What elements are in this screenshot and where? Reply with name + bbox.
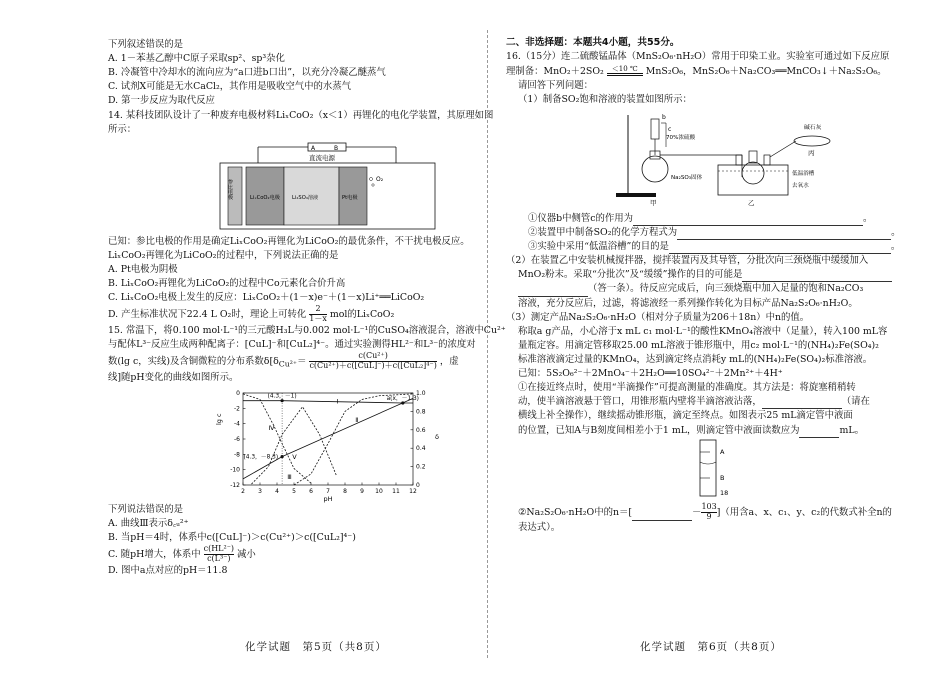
q15-option-d: D. 图中a点对应的pH＝11.8 xyxy=(108,564,228,576)
curve-label-1: Ⅰ xyxy=(336,397,339,406)
y-left-tick-label: -4 xyxy=(234,420,240,428)
reaction-arrow xyxy=(607,66,643,76)
x-tick-label: 7 xyxy=(326,487,330,495)
q16-3-10-pre: ②Na₂S₂O₆·nH₂O中的n＝[ xyxy=(518,506,633,518)
label-c: c xyxy=(668,125,672,133)
q14-option-c: C. LiₓCoO₂电极上发生的反应：LiₓCoO₂＋(1－x)e⁻＋(1－x)Li⁺══LiCoO₂ xyxy=(108,292,425,304)
q15-delta-den: c(Cu²⁺)＋c([CuL]⁻)＋c([CuL₂]⁴⁻) xyxy=(309,360,437,370)
q13-option-a: A. 1－苯基乙醇中C原子采取sp²、sp³杂化 xyxy=(108,53,285,65)
burette-18-label: 18 xyxy=(720,488,729,497)
q16-stem-2-post: MnS₂O₆，MnS₂O₆＋Na₂CO₃══MnCO₃↓＋Na₂S₂O₆。 xyxy=(645,65,887,77)
q14-d-fraction xyxy=(309,305,327,324)
y-left-tick-label: -12 xyxy=(230,481,240,489)
y-left-tick-label: -2 xyxy=(234,405,240,413)
annotation-label-1: (4.3，－1) xyxy=(267,393,297,400)
x-tick-label: 12 xyxy=(409,487,417,495)
curve-label-4: Ⅳ xyxy=(268,423,275,432)
y-left-axis-label: lg c xyxy=(215,413,223,425)
x-tick-label: 11 xyxy=(392,487,400,495)
y-left-tick-label: -10 xyxy=(230,466,240,474)
label-acid: 70%浓硫酸 xyxy=(666,134,696,141)
terminal-b-label: B xyxy=(334,144,339,152)
q14-option-b: B. LiₓCoO₂再锂化为LiCoO₂的过程中Co元素化合价升高 xyxy=(108,278,346,290)
q14-stem-2: 所示： xyxy=(108,123,137,135)
plot-frame xyxy=(243,393,413,485)
q14-known-1: 已知：参比电极的作用是确定LiₓCoO₂再锂化为LiCoO₂的最优条件，不干扰电极反应。 xyxy=(108,235,470,247)
q15-c-fraction xyxy=(204,545,234,564)
y-right-tick-label: 0.8 xyxy=(416,408,426,416)
q16-3-9-post: mL。 xyxy=(839,424,864,436)
series-5-line xyxy=(294,394,413,485)
label-jia: 甲 xyxy=(650,198,657,207)
q15-options-intro: 下列说法错误的是 xyxy=(108,503,184,515)
x-tick-label: 6 xyxy=(309,487,313,495)
label-water: 去氧水 xyxy=(792,182,809,189)
curve-label-3: Ⅲ xyxy=(287,472,292,481)
q16-3-1: （3）测定产品Na₂S₂O₆·nH₂O（相对分子质量为206＋18n）中n的值。 xyxy=(506,311,810,323)
series-3-line xyxy=(243,394,311,483)
label-lime: 碱石灰 xyxy=(804,124,822,131)
q16-1a: ①仪器b中侧管c的作用为 。 xyxy=(506,212,914,226)
y-right-tick-label: 0.6 xyxy=(416,426,426,434)
q15-c-post: 减小 xyxy=(237,548,256,560)
q15-stem-3 xyxy=(108,352,500,371)
reaction-condition: ＜10 ℃ xyxy=(611,65,638,73)
label-b: b xyxy=(662,113,666,121)
burette-a-label: A xyxy=(720,447,725,456)
y-right-tick-label: 0 xyxy=(416,481,420,489)
q16-3-9-pre: 的位置，已知A与B刻度间相差小于1 mL，则滴定管中液面读数应为 xyxy=(518,424,800,436)
q16-ask: 请回答下列问题： xyxy=(518,79,594,91)
q16-1b-text: ②装置甲中制备SO₂的化学方程式为 xyxy=(528,227,678,239)
x-tick-label: 9 xyxy=(360,487,364,495)
q15-chart xyxy=(163,385,463,503)
series-4-line xyxy=(252,407,337,484)
footer-right: 化学试题 第6页（共8页） xyxy=(640,641,782,653)
q16-3-6: ①在接近终点时，使用“半滴操作”可提高测量的准确度。其方法是：将旋塞稍稍转 xyxy=(518,382,856,394)
pt-electrode-label: Pt电极 xyxy=(342,194,358,201)
q16-n-num: 103 xyxy=(701,501,717,511)
q14-option-d xyxy=(108,305,500,324)
q16-3-7-pre: 动，使半滴溶液悬于管口，用锥形瓶内壁将半滴溶液沾落， xyxy=(518,396,762,408)
q15-stem-4: 线]随pH变化的曲线如图所示。 xyxy=(108,371,239,383)
q15-delta-fraction xyxy=(309,352,436,371)
oxygen-label: O₂ xyxy=(376,175,384,183)
lico-electrode-label: LiₓCoO₂电极 xyxy=(250,194,280,201)
q16-3-4: 标准溶液滴定过量的KMnO₄，达到滴定终点消耗y mL的(NH₄)₂Fe(SO₄)₂标准溶液。 xyxy=(518,354,873,366)
burette-b-label: B xyxy=(720,473,725,482)
q15-option-a: A. 曲线Ⅲ表示δ꜀ᵤ²⁺ xyxy=(108,517,189,529)
curve-label-2: Ⅱ xyxy=(355,415,359,424)
label-bing: 丙 xyxy=(808,148,815,157)
q14-d-post: mol的LiₓCoO₂ xyxy=(329,309,395,321)
y-right-tick-label: 0.2 xyxy=(416,463,426,471)
q15-stem-3-sub: Cu²⁺ xyxy=(278,359,298,369)
y-left-tick-label: -8 xyxy=(234,451,240,459)
q16-2-4: 溶液，充分反应后，过滤，将滤液经一系列操作转化为目标产品Na₂S₂O₆·nH₂O。 xyxy=(518,297,858,309)
q15-stem-3-post: ，虚 xyxy=(439,355,459,367)
y-right-tick-label: 0.4 xyxy=(416,445,426,453)
q16-3-10-post: ]（用含a、x、c₁、y、c₂的代数式补全n的 xyxy=(716,506,892,518)
q15-option-b: B. 当pH＝4时，体系中c([CuL]⁻)＞c(Cu²⁺)＞c([CuL₂]⁴⁻) xyxy=(108,532,356,544)
q14-stem-1: 14. 某科技团队设计了一种废弃电极材料LiₓCoO₂（x＜1）再锂化的电化学装置，其原理如图 xyxy=(108,109,494,121)
x-tick-label: 3 xyxy=(258,487,262,495)
q14-d-num: 2 xyxy=(309,305,327,315)
q15-c-pre: C. 随pH增大，体系中 xyxy=(108,548,201,560)
x-tick-label: 10 xyxy=(375,487,383,495)
q16-2-3-text: （答一条）。待反应完成后，向三颈烧瓶中加入足量的饱和Na₂CO₃ xyxy=(588,283,864,295)
q16-n-fraction xyxy=(701,503,716,522)
q16-n-den: 9 xyxy=(706,511,712,521)
q15-stem-3-eq: ＝ xyxy=(297,355,307,367)
q13-intro: 下列叙述错误的是 xyxy=(108,39,184,50)
series-2-line xyxy=(243,398,413,479)
y-right-axis-label: δ xyxy=(435,432,439,441)
x-axis-label: pH xyxy=(323,494,333,503)
q14-known-2: LiₓCoO₂再锂化为LiCoO₂的过程中，下列说法正确的是 xyxy=(108,249,339,261)
terminal-a-label: A xyxy=(311,144,316,152)
y-left-tick-label: 0 xyxy=(236,389,240,397)
apparatus-diagram xyxy=(506,107,914,207)
label-solid: Na₂SO₃固体 xyxy=(671,174,703,181)
column-divider xyxy=(487,30,488,658)
annotation-point-2 xyxy=(281,455,284,458)
q15-stem-3-pre: 数(lg c，实线)及含铜微粒的分布系数δ[δ xyxy=(108,355,279,367)
y-left-tick-label: -6 xyxy=(234,435,240,443)
x-tick-label: 4 xyxy=(275,487,279,495)
q15-stem-1: 15. 常温下，将0.100 mol·L⁻¹的三元酸H₃L与0.002 mol·L⁻¹的CuSO₄溶液混合，溶液中Cu²⁺ xyxy=(108,324,506,336)
q14-option-a: A. Pt电极为阴极 xyxy=(108,263,178,275)
q16-1a-text: ①仪器b中侧管c的作用为 xyxy=(528,212,634,224)
q16-3-8: 横线上补全操作），继续摇动锥形瓶，滴定至终点。如图表示25 mL滴定管中液面 xyxy=(518,410,853,422)
q15-option-c xyxy=(108,545,500,564)
q13-option-b: B. 冷凝管中冷却水的流向应为“a口进b口出”，以充分冷凝乙醚蒸气 xyxy=(108,67,386,79)
q16-3-11: 表达式）。 xyxy=(518,522,561,534)
q16-part1: （1）制备SO₂饱和溶液的装置如图所示： xyxy=(518,93,692,105)
power-label: 直流电源 xyxy=(309,153,335,162)
q14-figure xyxy=(218,141,458,231)
x-tick-label: 2 xyxy=(241,487,245,495)
left-column xyxy=(108,38,506,578)
burette-diagram xyxy=(506,438,914,498)
q15-delta-num: c(Cu²⁺) xyxy=(309,352,436,362)
q16-3-7-post: （请在 xyxy=(841,396,870,408)
q15-c-num: c(HL²⁻) xyxy=(203,544,235,554)
q14-d-pre: D. 产生标准状况下22.4 L O₂时，理论上可转化 xyxy=(108,309,307,321)
q16-3-9 xyxy=(506,424,914,438)
q16-2-2 xyxy=(506,268,914,282)
q13-option-c: C. 试剂X可能是无水CaCl₂，其作用是吸收空气中的水蒸气 xyxy=(108,81,352,93)
q16-3-5: 已知：5S₂O₆²⁻＋2MnO₄⁻＋2H₂O══10SO₄²⁻＋2Mn²⁺＋4H⁺ xyxy=(518,368,783,380)
q16-3-7 xyxy=(506,395,914,409)
q15-stem-2: 与配体L³⁻反应生成两种配离子：[CuL]⁻和[CuL₂]⁴⁻。通过实验测得HL²⁻和L³⁻的浓度对 xyxy=(108,339,476,351)
footer-left: 化学试题 第5页（共8页） xyxy=(245,641,387,653)
q16-stem-2 xyxy=(506,65,914,79)
q13-option-d: D. 第一步反应为取代反应 xyxy=(108,95,215,107)
ref-electrode-label: 参比电极 xyxy=(227,178,233,200)
electrochemical-cell-diagram xyxy=(218,141,458,231)
x-tick-label: 8 xyxy=(343,487,347,495)
q16-1c-text: ③实验中采用“低温浴槽”的目的是 xyxy=(528,241,669,253)
answer-blank[interactable] xyxy=(632,520,692,521)
li2so4-label: Li₂SO₄溶液 xyxy=(292,194,319,201)
q16-3-2: 称取a g产品，小心溶于x mL c₁ mol·L⁻¹的酸性KMnO₄溶液中（足量），转入100 mL容 xyxy=(518,325,888,337)
q16-1b: ②装置甲中制备SO₂的化学方程式为 。 xyxy=(506,226,914,240)
q16-3-3: 量瓶定容。用滴定管移取25.00 mL溶液于锥形瓶中，用c₂ mol·L⁻¹的(NH₄)₂Fe(SO₄)₂ xyxy=(518,339,879,351)
section-heading: 二、非选择题：本题共4小题，共55分。 xyxy=(506,37,680,48)
curve-label-5: Ⅴ xyxy=(292,452,297,461)
q16-stem-1: 16.（15分）连二硫酸锰晶体（MnS₂O₆·nH₂O）常用于印染工业。实验室可通过如下反应原 xyxy=(506,51,890,63)
q16-3-10: ②Na₂S₂O₆·nH₂O中的n＝[ － $\frac{103}{9}$ ]（用含a、x、c₁、y、c₂的代数式补全n的 xyxy=(518,501,892,521)
q14-d-den: 1－x xyxy=(309,314,327,324)
right-column xyxy=(506,36,914,536)
q16-2-1: （2）在装置乙中安装机械搅拌器，搅拌装置丙及其导管，分批次向三颈烧瓶中缓缓加入 xyxy=(506,255,869,267)
q16-2-3 xyxy=(506,282,914,296)
q16-stem-2-pre: 理制备：MnO₂＋2SO₂ xyxy=(506,65,604,77)
annotation-label-2: (4.3，－8.3) xyxy=(243,454,279,461)
x-tick-label: 5 xyxy=(292,487,296,495)
q15-c-den: c(L³⁻) xyxy=(207,553,231,563)
label-bath: 低温浴槽 xyxy=(792,170,815,177)
label-yi: 乙 xyxy=(748,198,755,207)
q16-2-2-text: MnO₂粉末。采取“分批次”及“缓缓”操作的目的可能是 xyxy=(518,269,743,281)
q16-1c: ③实验中采用“低温浴槽”的目的是 。 xyxy=(506,240,914,254)
y-right-tick-label: 1.0 xyxy=(416,389,426,397)
annotation-label-3: a(x，－1.3) xyxy=(386,395,419,402)
